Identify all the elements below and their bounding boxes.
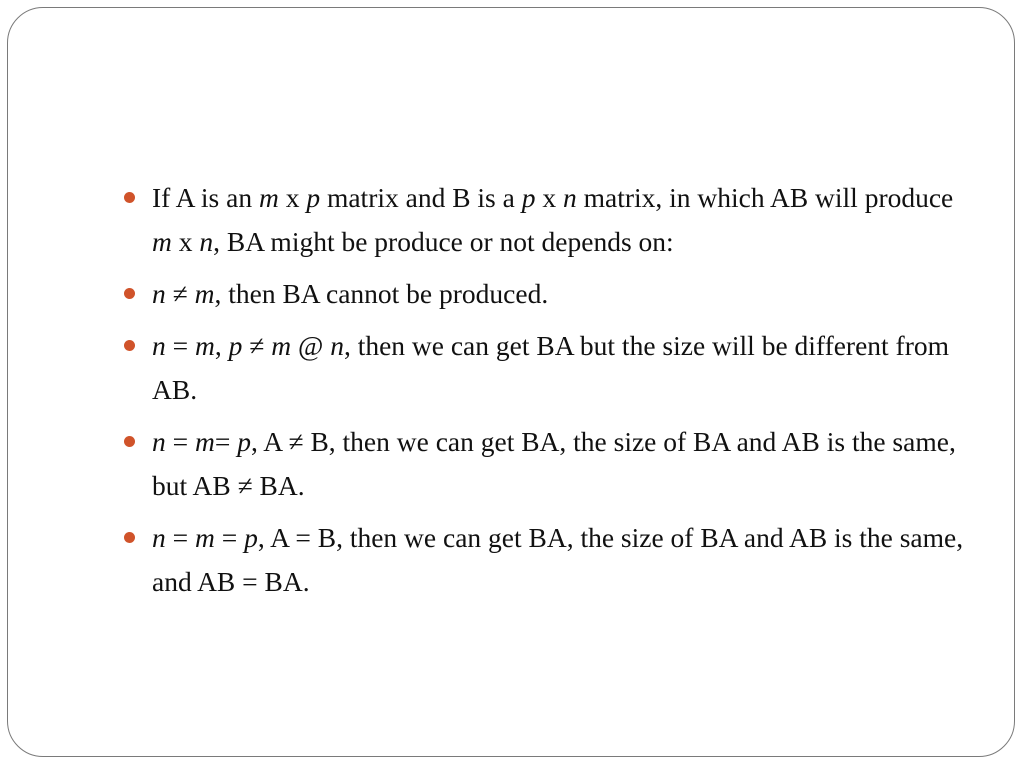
math-variable: p [244, 522, 258, 553]
text-run: = [214, 426, 238, 457]
bullet-dot-icon [124, 192, 135, 203]
bullet-dot-icon [124, 288, 135, 299]
math-variable: m [195, 330, 215, 361]
math-variable: p [521, 182, 536, 213]
text-run: , BA might be produce or not depends on: [213, 226, 674, 257]
text-run: = [214, 522, 245, 553]
slide-frame [7, 7, 1015, 757]
text-run: matrix and B is a [320, 182, 522, 213]
bullet-dot-icon [124, 340, 135, 351]
math-variable: n [152, 522, 166, 553]
math-variable: n [199, 226, 214, 257]
math-variable: m [258, 182, 279, 213]
math-variable: p [306, 182, 321, 213]
text-run: , then we can get BA but the size will be different from AB. [152, 330, 950, 405]
text-run: ≠ [242, 330, 272, 361]
math-variable: n [562, 182, 577, 213]
text-run: @ [291, 330, 331, 361]
text-run: matrix, in which AB will produce [576, 182, 954, 213]
bullet-list [124, 176, 974, 612]
math-variable: m [195, 426, 215, 457]
math-variable: p [237, 426, 252, 457]
math-variable: n [330, 330, 344, 361]
bullet-item [124, 324, 974, 412]
text-run: If A is an [152, 182, 259, 213]
text-run: = [165, 426, 196, 457]
text-run: , then BA cannot be produced. [214, 278, 549, 309]
bullet-item [124, 272, 974, 316]
text-run: x [278, 182, 307, 213]
math-variable: m [195, 522, 215, 553]
text-run: x [171, 226, 200, 257]
bullet-item [124, 176, 974, 264]
text-run: x [535, 182, 563, 213]
text-run: ≠ [165, 278, 195, 309]
bullet-dot-icon [124, 532, 135, 543]
bullet-item [124, 420, 974, 508]
text-run: = [165, 522, 196, 553]
math-variable: n [152, 278, 166, 309]
math-variable: n [152, 426, 166, 457]
math-variable: m [194, 278, 215, 309]
text-run: , A = B, then we can get BA, the size of BA and AB is the same, and AB = BA. [152, 522, 964, 597]
math-variable: m [271, 330, 292, 361]
text-run: , [214, 330, 229, 361]
bullet-item [124, 516, 974, 604]
math-variable: n [152, 330, 166, 361]
bullet-dot-icon [124, 436, 135, 447]
text-run: = [165, 330, 196, 361]
text-run: , A ≠ B, then we can get BA, the size of BA and AB is the same, but AB ≠ BA. [152, 426, 956, 501]
math-variable: p [228, 330, 243, 361]
math-variable: m [152, 226, 172, 257]
